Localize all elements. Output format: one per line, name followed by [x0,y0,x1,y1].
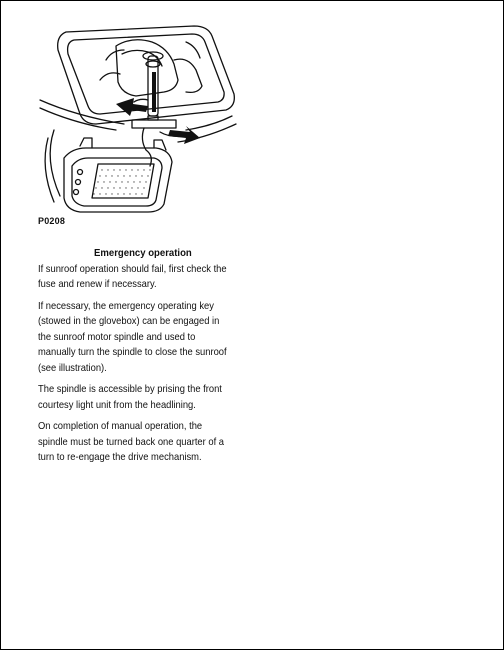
paragraph-fuse-check [38,262,248,293]
paragraph-emergency-key [38,299,248,377]
text-line: courtesy light unit from the headlining. [38,399,196,411]
text-line: spindle must be turned back one quarter of a [38,436,225,448]
text-line: (stowed in the glovebox) can be engaged in [38,316,220,327]
text-line: The spindle is accessible by prising the front [38,384,222,395]
figure-code: P0208 [38,216,66,226]
text-line: On completion of manual operation, the [38,421,203,432]
text-line: If sunroof operation should fail, first check the [38,263,227,275]
paragraph-spindle-access [38,382,248,413]
text-line: If necessary, the emergency operating key [38,300,214,312]
text-line: turn to re-engage the drive mechanism. [38,452,202,463]
text-line: manually turn the spindle to close the sunroof [38,347,227,358]
text-line: the sunroof motor spindle and used to [38,331,196,343]
section-heading: Emergency operation [94,248,192,259]
section-body [38,246,248,472]
paragraph-reengage [38,419,248,466]
sunroof-emergency-spindle-illustration [36,20,246,215]
text-line: fuse and renew if necessary. [38,279,157,290]
text-line: (see illustration). [38,362,107,374]
